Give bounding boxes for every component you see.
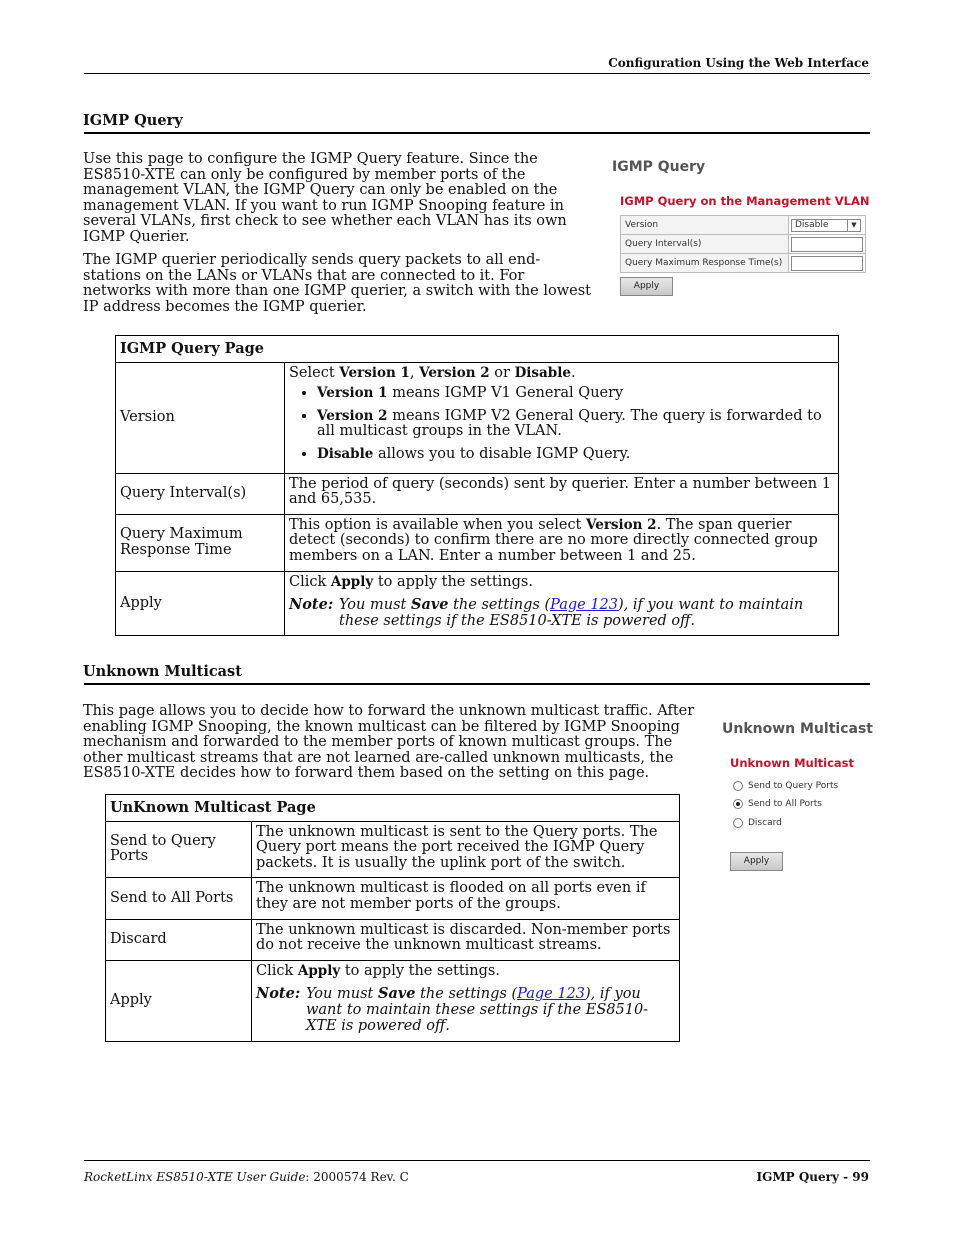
ui-title: Unknown Multicast (722, 721, 873, 737)
apply-button[interactable]: Apply (730, 852, 783, 871)
ui-row-label: Query Interval(s) (621, 235, 789, 254)
table-row (106, 919, 680, 960)
version-intro: Select Version 1, Version 2 or Disable. (289, 364, 576, 381)
intro-paragraph-2: The IGMP querier periodically sends query packets to all end-stations on the LANs or VLANs that are connected to it. For networks with more than one IGMP querier, a switch with the lowest IP address becomes the IGMP querier. (83, 252, 591, 315)
row-desc-apply: Click Apply to apply the settings. Note: You must Save the settings (Page 123), if you want to maintain these settings if the ES8510-XTE is powered off. (252, 960, 680, 1041)
unknown-multicast-page-table (105, 794, 680, 1042)
row-label-apply: Apply (116, 571, 285, 636)
row-desc-apply: Click Apply to apply the settings. Note: You must Save the settings (Page 123), if you want to maintain these settings if the ES8510-XTE is powered off. (285, 571, 839, 636)
igmp-query-page-table (115, 335, 839, 636)
table-title: UnKnown Multicast Page (106, 795, 680, 822)
radio-icon (733, 781, 743, 791)
row-desc-max-response: This option is available when you select Version 2. The span querier detect (seconds) to confirm there are no more directly connected group members on a LAN. Enter a number between 1 and 25. (285, 514, 839, 571)
footer-rule (84, 1160, 870, 1161)
page-link[interactable]: Page 123 (517, 986, 586, 1003)
row-label-max-response: Query Maximum Response Time (116, 514, 285, 571)
section-heading-unknown-multicast: Unknown Multicast (83, 663, 242, 680)
table-row (106, 821, 680, 878)
list-item: • Version 2 means IGMP V2 General Query. The query is forwarded to all multicast groups in the VLAN. (317, 409, 834, 440)
radio-send-to-query-ports[interactable]: Send to Query Ports (733, 781, 838, 791)
unknown-multicast-paragraph: This page allows you to decide how to forward the unknown multicast traffic. After enabling IGMP Snooping, the known multicast can be filtered by IGMP Snooping mechanism and forwarded to the member ports of known multicast groups. The other multicast streams that are not learned are-called unknown multicasts, the ES8510-XTE decides how to forward them based on the setting on this page. (83, 703, 695, 782)
row-label-apply: Apply (106, 960, 252, 1041)
section-rule (84, 132, 870, 134)
version-options-list (289, 386, 834, 462)
note: Note: You must Save the settings (Page 123), if you want to maintain these settings if the ES8510-XTE is powered off. (289, 596, 804, 629)
ui-form-table (620, 215, 866, 273)
list-item: • Version 1 means IGMP V1 General Query (317, 386, 834, 402)
footer-page-number: IGMP Query - 99 (756, 1170, 869, 1184)
row-label-version: Version (116, 362, 285, 473)
apply-button[interactable]: Apply (620, 277, 673, 296)
row-desc: The unknown multicast is flooded on all ports even if they are not member ports of the groups. (252, 878, 680, 919)
row-label-interval: Query Interval(s) (116, 473, 285, 514)
chevron-down-icon: ▼ (847, 220, 860, 231)
row-label: Send to Query Ports (106, 821, 252, 878)
table-title: IGMP Query Page (116, 336, 839, 363)
header-rule (84, 73, 870, 74)
table-row (106, 960, 680, 1041)
table-row (116, 514, 839, 571)
radio-discard[interactable]: Discard (733, 818, 782, 828)
row-label: Discard (106, 919, 252, 960)
query-max-response-input[interactable] (791, 256, 863, 271)
intro-paragraph-1: Use this page to configure the IGMP Query feature. Since the ES8510-XTE can only be configured by member ports of the management VLAN, the IGMP Query can only be enabled on the management VLAN. If you want to run IGMP Snooping feature in several VLANs, first check to see whether each VLAN has its own IGMP Querier. (83, 151, 567, 245)
table-row (116, 571, 839, 636)
ui-row-label: Version (621, 216, 789, 235)
footer-left: RocketLinx ES8510-XTE User Guide: 2000574 Rev. C (84, 1170, 409, 1184)
section-rule (84, 683, 870, 685)
list-item: • Disable allows you to disable IGMP Query. (317, 447, 834, 463)
ui-row-label: Query Maximum Response Time(s) (621, 254, 789, 273)
row-desc: The unknown multicast is sent to the Query ports. The Query port means the port received the IGMP Query packets. It is usually the uplink port of the switch. (252, 821, 680, 878)
row-label: Send to All Ports (106, 878, 252, 919)
radio-selected-icon (733, 799, 743, 809)
ui-subtitle: IGMP Query on the Management VLAN (620, 194, 870, 208)
query-interval-input[interactable] (791, 237, 863, 252)
table-row (116, 473, 839, 514)
row-desc-version (285, 362, 839, 473)
running-header: Configuration Using the Web Interface (608, 56, 869, 70)
radio-send-to-all-ports[interactable]: Send to All Ports (733, 799, 822, 809)
ui-subtitle: Unknown Multicast (730, 756, 855, 770)
page-link[interactable]: Page 123 (550, 597, 619, 614)
radio-icon (733, 818, 743, 828)
table-row (106, 878, 680, 919)
section-heading-igmp-query: IGMP Query (83, 112, 183, 129)
table-row (116, 362, 839, 473)
note: Note: You must Save the settings (Page 123), if you want to maintain these settings if the ES8510-XTE is powered off. (256, 985, 649, 1034)
row-desc: The unknown multicast is discarded. Non-member ports do not receive the unknown multicast streams. (252, 919, 680, 960)
ui-title: IGMP Query (612, 159, 706, 175)
row-desc-interval: The period of query (seconds) sent by querier. Enter a number between 1 and 65,535. (285, 473, 839, 514)
version-select[interactable]: Disable ▼ (791, 219, 861, 232)
